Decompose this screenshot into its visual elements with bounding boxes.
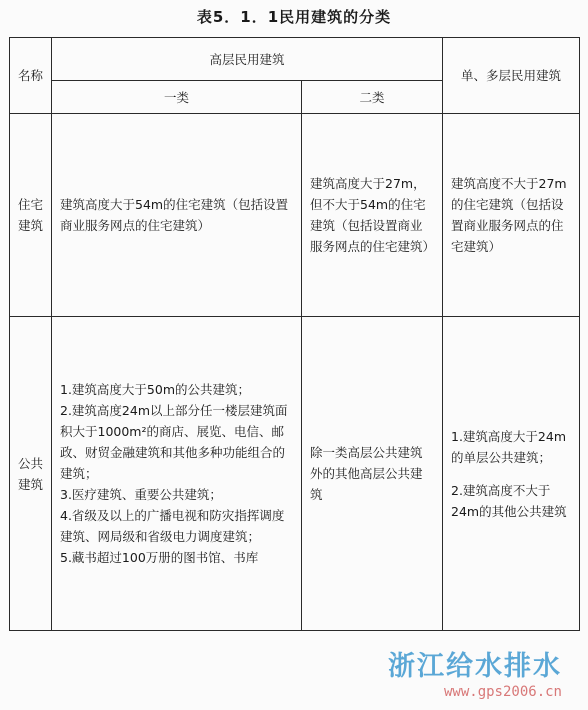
header-class2: 二类 (302, 81, 443, 114)
public-label-line1: 公共 (17, 455, 43, 471)
public-low-rise-item: 2.建筑高度不大于24m的其他公共建筑 (451, 482, 567, 519)
building-classification-table (9, 37, 580, 631)
header-low-rise: 单、多层民用建筑 (443, 38, 580, 114)
public-class1-item: 5.藏书超过100万册的图书馆、书库 (60, 550, 259, 565)
residential-class2-cell: 建筑高度大于27m，但不大于54m的住宅建筑（包括设置商业服务网点的住宅建筑） (302, 114, 443, 317)
public-low-rise-item: 1.建筑高度大于24m的单层公共建筑； (451, 428, 567, 465)
public-class1-cell (52, 317, 302, 631)
watermark-url: www.gps2006.cn (443, 684, 562, 700)
public-class1-item: 1.建筑高度大于50m的公共建筑； (60, 382, 251, 397)
public-class1-item: 3.医疗建筑、重要公共建筑； (60, 487, 222, 502)
residential-label-line1: 住宅 (17, 197, 43, 212)
row-label-public (10, 317, 52, 631)
public-class1-item: 2.建筑高度24m以上部分任一楼层建筑面积大于1000m²的商店、展览、电信、邮政、财贸金融建筑和其他多种功能组合的建筑； (60, 403, 288, 481)
table-title: 表5．1．1民用建筑的分类 (196, 8, 392, 26)
residential-low-rise-cell: 建筑高度不大于27m的住宅建筑（包括设置商业服务网点的住宅建筑） (443, 114, 580, 317)
public-class1-item: 4.省级及以上的广播电视和防灾指挥调度建筑、网局级和省级电力调度建筑； (60, 508, 285, 544)
spacer (451, 468, 571, 480)
public-low-rise-cell (443, 317, 580, 631)
row-label-residential (10, 114, 52, 317)
public-class2-cell: 除一类高层公共建筑外的其他高层公共建筑 (302, 317, 443, 631)
residential-class1-cell: 建筑高度大于54m的住宅建筑（包括设置商业服务网点的住宅建筑） (52, 114, 302, 317)
watermark-title: 浙江给水排水 (388, 651, 562, 682)
header-class1: 一类 (52, 81, 302, 114)
header-name: 名称 (10, 38, 52, 114)
residential-label-line2: 建筑 (17, 218, 43, 233)
header-high-rise: 高层民用建筑 (52, 38, 443, 81)
public-label-line2: 建筑 (17, 476, 43, 492)
